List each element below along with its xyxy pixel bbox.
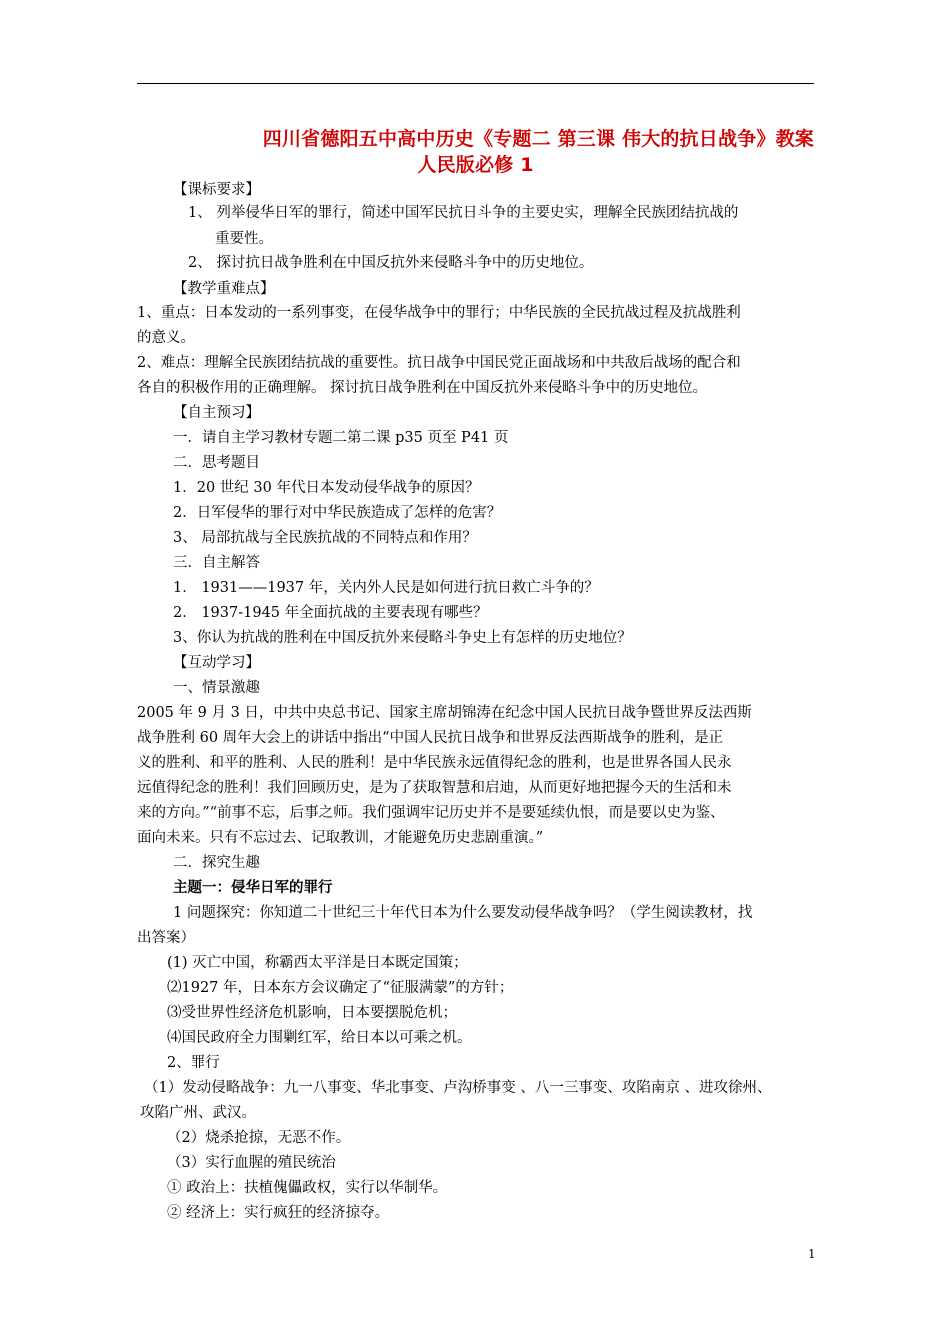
list-item: （2）烧杀抢掠，无恶不作。: [167, 1130, 351, 1146]
paragraph-line: 战争胜利 60 周年大会上的讲话中指出“中国人民抗日战争和世界反法西斯战争的胜利，是正: [137, 730, 724, 746]
paragraph-line: 远值得纪念的胜利！我们回顾历史，是为了获取智慧和启迪，从而更好地把握今天的生活和未: [137, 780, 732, 796]
list-item: ⑶受世界性经济危机影响，日本要摆脱危机；: [167, 1005, 457, 1021]
paragraph-line: 义的胜利、和平的胜利、人民的胜利！是中华民族永远值得纪念的胜利，也是世界各国人民永: [137, 755, 732, 771]
list-item: 1．20 世纪 30 年代日本发动侵华战争的原因？: [173, 480, 480, 496]
list-item: 3、 局部抗战与全民族抗战的不同特点和作用？: [173, 530, 477, 546]
paragraph-line: 2、难点：理解全民族团结抗战的重要性。抗日战争中国民党正面战场和中共敌后战场的配合和: [137, 355, 741, 371]
subsection-heading: 一、情景激趣: [173, 680, 260, 696]
list-item: 一．请自主学习教材专题二第二课 p35 页至 P41 页: [173, 430, 509, 446]
list-item-continuation: 攻陷广州、武汉。: [140, 1105, 256, 1121]
document-title-line-2: 人民版必修 1: [417, 154, 534, 176]
list-item: 三．自主解答: [173, 555, 260, 571]
list-item: 1． 1931——1937 年，关内外人民是如何进行抗日救亡斗争的？: [173, 580, 599, 596]
list-item: 1、 列举侵华日军的罪行，简述中国军民抗日斗争的主要史实，理解全民族团结抗战的: [188, 205, 739, 221]
paragraph-line: 来的方向。”“前事不忘，后事之师。我们强调牢记历史并不是要延续仇恨，而是要以史为鉴、: [137, 805, 725, 821]
paragraph-line: 各自的积极作用的正确理解。 探讨抗日战争胜利在中国反抗外来侵略斗争中的历史地位。: [137, 380, 708, 396]
list-item: 2． 1937-1945 年全面抗战的主要表现有哪些？: [173, 605, 488, 621]
list-item: ② 经济上：实行疯狂的经济掠夺。: [167, 1205, 390, 1221]
list-item: ⑷国民政府全力围剿红军，给日本以可乘之机。: [167, 1030, 472, 1046]
list-item-continuation: 重要性。: [215, 231, 273, 247]
paragraph-line: 面向未来。只有不忘过去、记取教训，才能避免历史悲剧重演。”: [137, 830, 544, 846]
section-heading: 【教学重难点】: [173, 281, 275, 297]
paragraph-line: 1 问题探究：你知道二十世纪三十年代日本为什么要发动侵华战争吗？（学生阅读教材，找: [173, 905, 753, 921]
list-item: （1）发动侵略战争：九一八事变、华北事变、卢沟桥事变 、八一三事变、攻陷南京 、进攻徐州、: [144, 1080, 772, 1096]
page-number: 1: [808, 1247, 816, 1261]
topic-heading: 主题一：侵华日军的罪行: [173, 879, 333, 896]
document-title-line-1: 四川省德阳五中高中历史《专题二 第三课 伟大的抗日战争》教案: [262, 128, 814, 150]
list-item: ① 政治上：扶植傀儡政权，实行以华制华。: [167, 1180, 448, 1196]
list-item: ⑵1927 年，日本东方会议确定了“征服满蒙”的方针；: [167, 980, 514, 996]
paragraph-line: 2005 年 9 月 3 日，中共中央总书记、国家主席胡锦涛在纪念中国人民抗日战争暨世界反法西斯: [137, 705, 752, 721]
section-heading: 【课标要求】: [173, 182, 260, 198]
subsection-heading: 2、罪行: [167, 1055, 220, 1071]
list-item: 3、你认为抗战的胜利在中国反抗外来侵略斗争史上有怎样的历史地位？: [173, 630, 632, 646]
section-heading: 【互动学习】: [173, 655, 260, 671]
list-item: 二．思考题目: [173, 455, 260, 471]
paragraph-line: 出答案）: [137, 930, 195, 946]
list-item: 2、 探讨抗日战争胜利在中国反抗外来侵略斗争中的历史地位。: [188, 255, 594, 271]
paragraph-line: 的意义。: [137, 330, 195, 346]
header-rule: [137, 83, 814, 84]
list-item: (1) 灭亡中国，称霸西太平洋是日本既定国策；: [167, 955, 468, 971]
paragraph-line: 1、重点：日本发动的一系列事变，在侵华战争中的罪行；中华民族的全民抗战过程及抗战胜利: [137, 305, 741, 321]
list-item: 2．日军侵华的罪行对中华民族造成了怎样的危害？: [173, 505, 502, 521]
section-heading: 【自主预习】: [173, 405, 260, 421]
subsection-heading: 二．探究生趣: [173, 855, 260, 871]
list-item: （3）实行血腥的殖民统治: [167, 1155, 336, 1171]
